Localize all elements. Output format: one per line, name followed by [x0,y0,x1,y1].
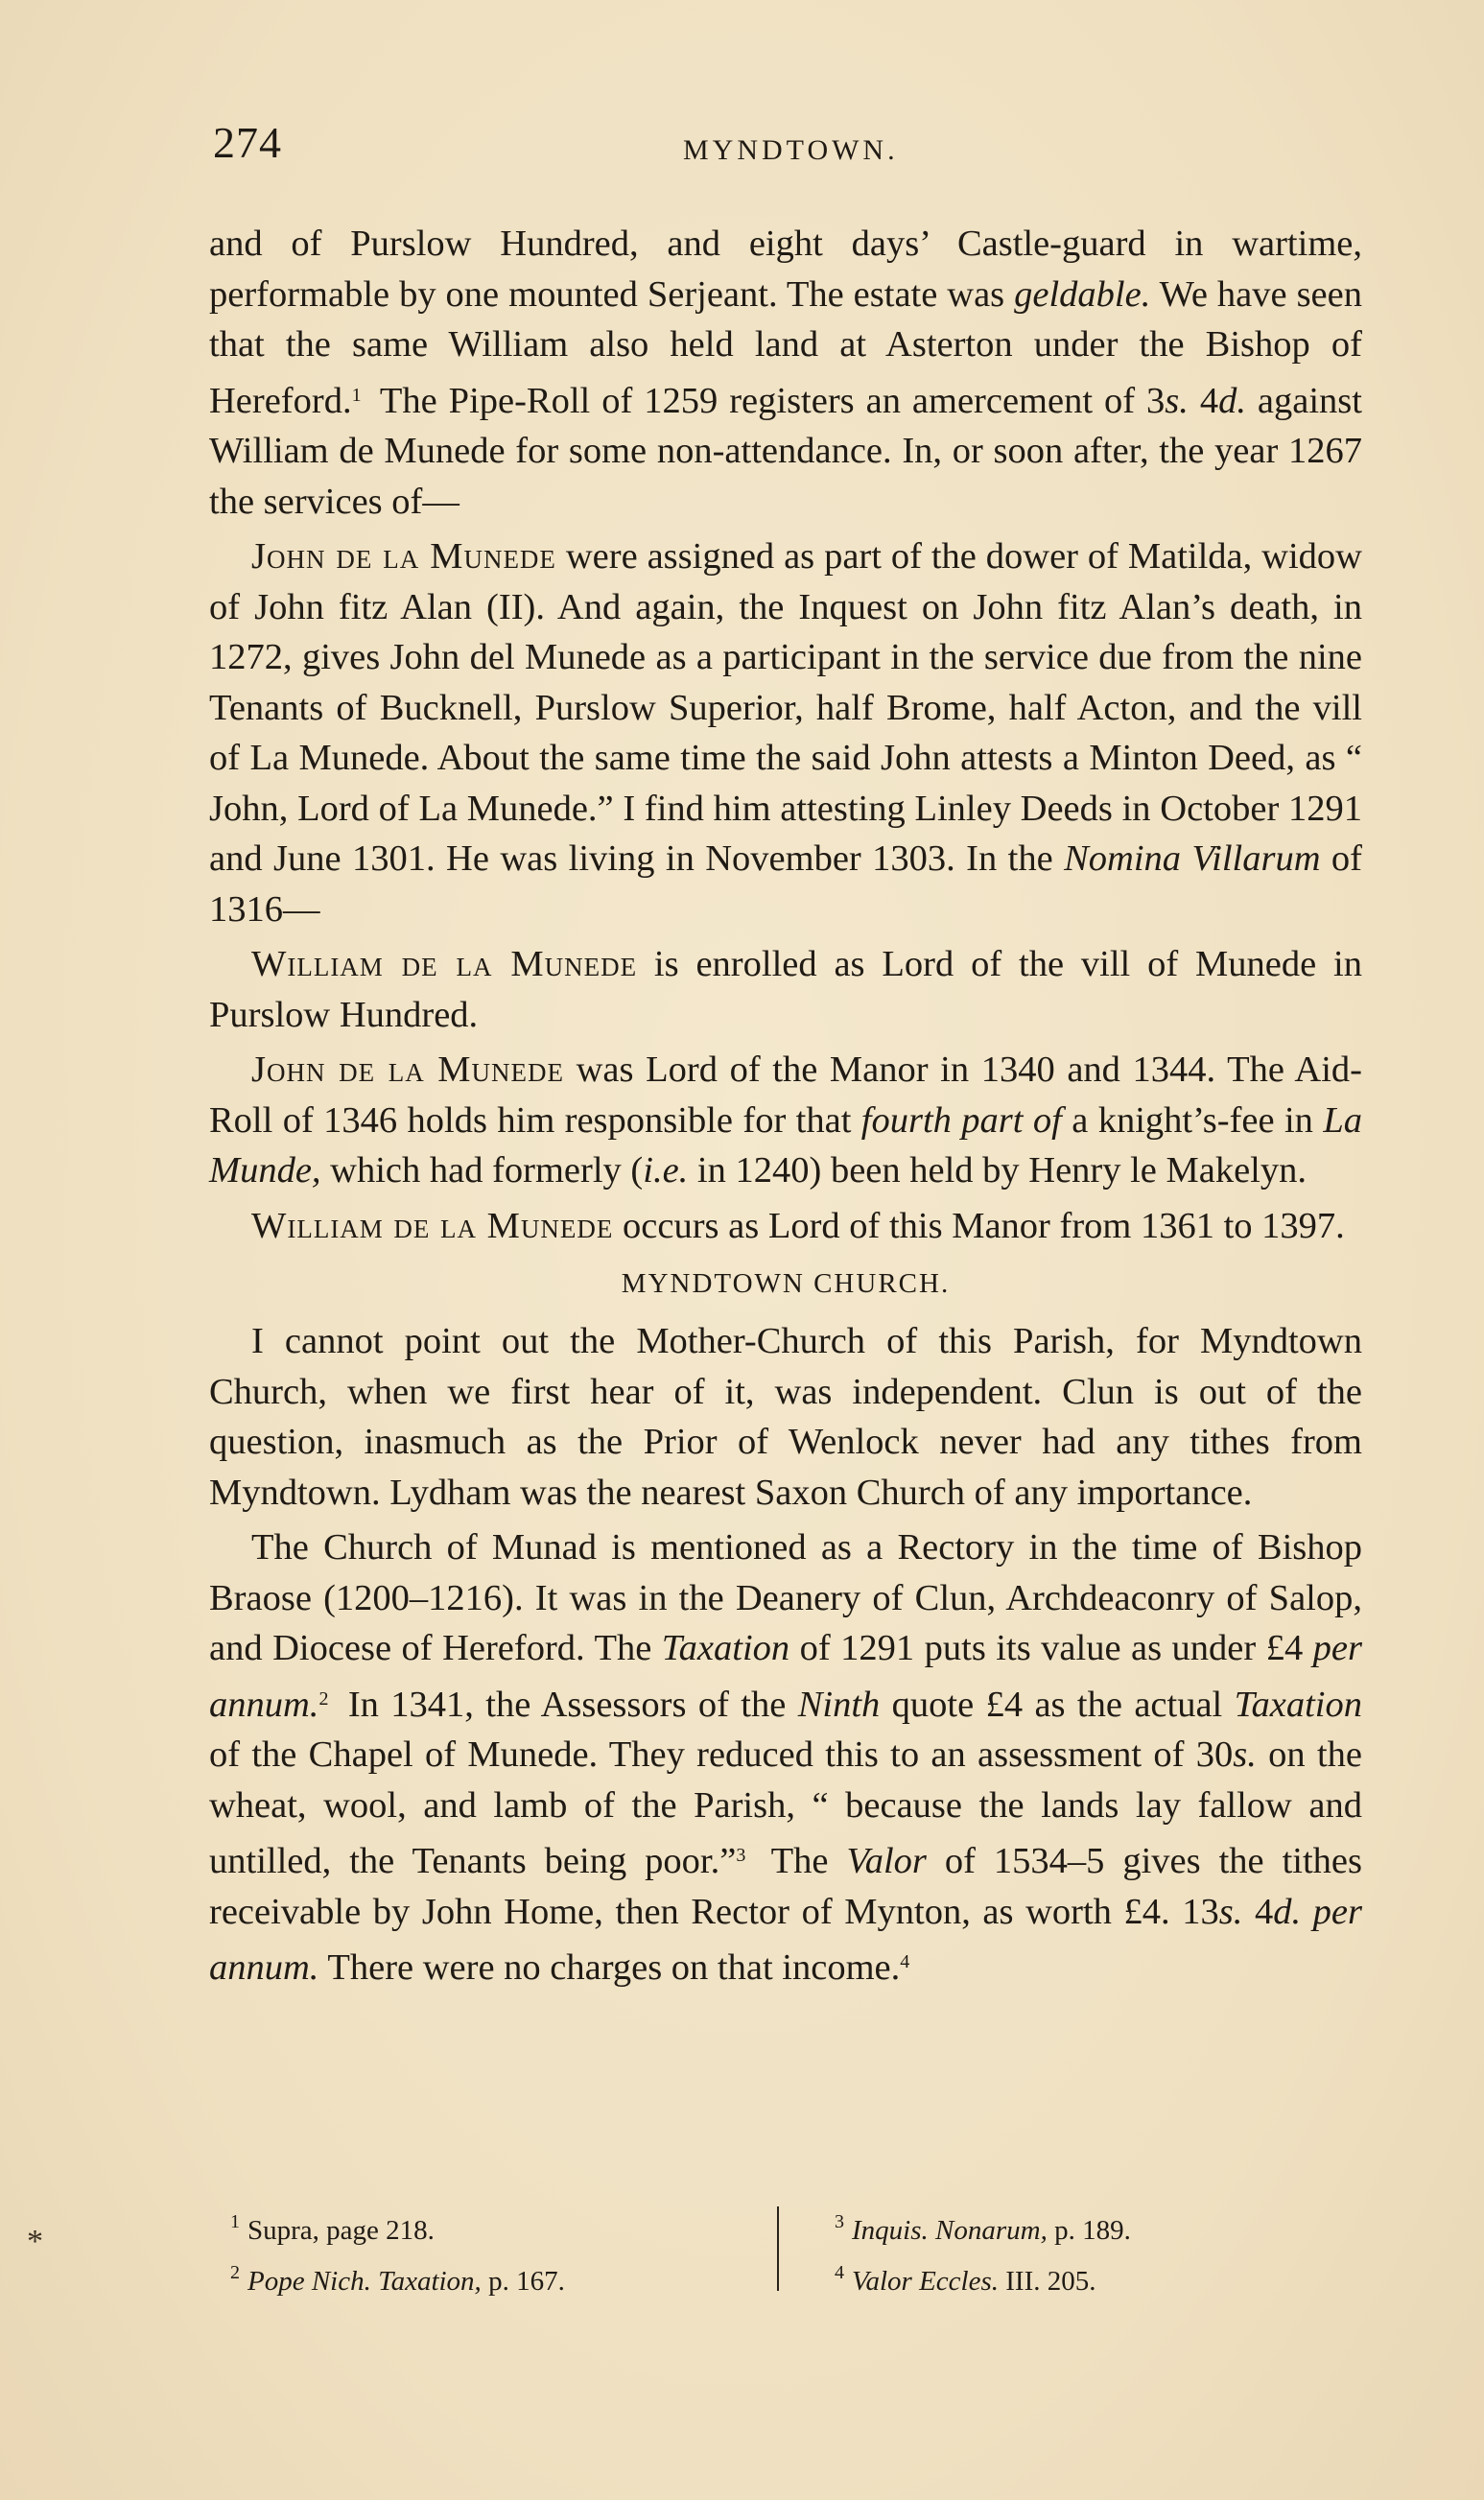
paragraph-2: John de la Munede were assigned as part of the dower of Matilda, widow of John fitz Alan (II). And again, the Inquest on John fitz Alan’s death, in 1272, gives John del Munede as a participant in the service due from the nine Tenants of Bucknell, Purslow Superior, half Brome, half Acton, and the vill of La Munede. About the same time the said John attests a Minton Deed, as “ John, Lord of La Munede.” I find him attesting Linley Deeds in October 1291 and June 1301. He was living in November 1303. In the Nomina Villarum of 1316— [209,536,1362,930]
footnote-ref-3: 3 [736,1845,746,1866]
name-william-de-la-munede: William de la Munede [251,944,638,984]
paragraph-7: The Church of Munad is mentioned as a Rectory in the time of Bishop Braose (1200–1216). It was in the Deanery of Clun, Archdeaconry of Salop, and Diocese of Hereford. The Taxation of 1291 puts its value as under £4 per annum.$^2$ In 1341, the Assessors of the Ninth quote £4 as the actual Taxation of the Chapel of Munede. They reduced this to an assessment of 30s. on the wheat, wool, and lamb of the Parish, “ because the lands lay fallow and untilled, the Tenants being poor.”$^3$ The Valor of 1534–5 gives the tithes receivable by John Home, then Rector of Mynton, as worth £4. 13s. 4d. per annum. There were no charges on that income.$^4$ [209,1527,1362,1988]
paragraph-4: John de la Munede was Lord of the Manor in 1340 and 1344. The Aid-Roll of 1346 holds him responsible for that fourth part of a knight’s-fee in La Munde, which had formerly (i.e. in 1240) been held by Henry le Makelyn. [209,1050,1362,1191]
paragraph-3: William de la Munede is enrolled as Lord of the vill of Munede in Purslow Hundred. [209,944,1362,1035]
name-john-de-la-munede: John de la Munede [251,1050,565,1090]
name-william-de-la-munede: William de la Munede [251,1205,614,1246]
paragraph-5: William de la Munede occurs as Lord of this Manor from 1361 to 1397. [251,1205,1345,1246]
footnote-1: $^1$ Supra, page 218. [230,2211,435,2246]
footnote-4: $^4$ Valor Eccles. III. 205. [835,2262,1096,2297]
page-header [213,117,1374,175]
footnotes-right-column [835,2201,1372,2302]
margin-mark-icon: * [27,2224,43,2259]
section-heading: MYNDTOWN CHURCH. [621,1268,951,1299]
footnotes [230,2201,1343,2306]
page-number: 274 [213,118,282,167]
footnote-ref-1: 1 [351,384,362,406]
body-text [209,219,1362,1993]
footnotes-left-column [230,2201,767,2302]
paragraph-1: and of Purslow Hundred, and eight days’ Castle-guard in wartime, performable by one mounted Serjeant. The estate was geldable. We have seen that the same William also held land at Asterton under the Bishop of Hereford.$^1$ The Pipe-Roll of 1259 registers an amercement of 3s. 4d. against William de Munede for some non-attendance. In, or soon after, the year 1267 the services of— [209,224,1362,522]
footnote-divider [777,2206,779,2291]
footnote-3: $^3$ Inquis. Nonarum, p. 189. [835,2211,1131,2246]
footnote-ref-2: 2 [318,1687,329,1710]
paragraph-6: I cannot point out the Mother-Church of this Parish, for Myndtown Church, when we first hear of it, was independent. Clun is out of the question, inasmuch as the Prior of Wenlock never had any tithes from Myndtown. Lydham was the nearest Saxon Church of any importance. [209,1321,1362,1513]
running-title: MYNDTOWN. [683,134,899,166]
footnote-ref-4: 4 [900,1951,910,1972]
footnote-2: $^2$ Pope Nich. Taxation, p. 167. [230,2262,565,2297]
name-john-de-la-munede: John de la Munede [251,536,556,577]
